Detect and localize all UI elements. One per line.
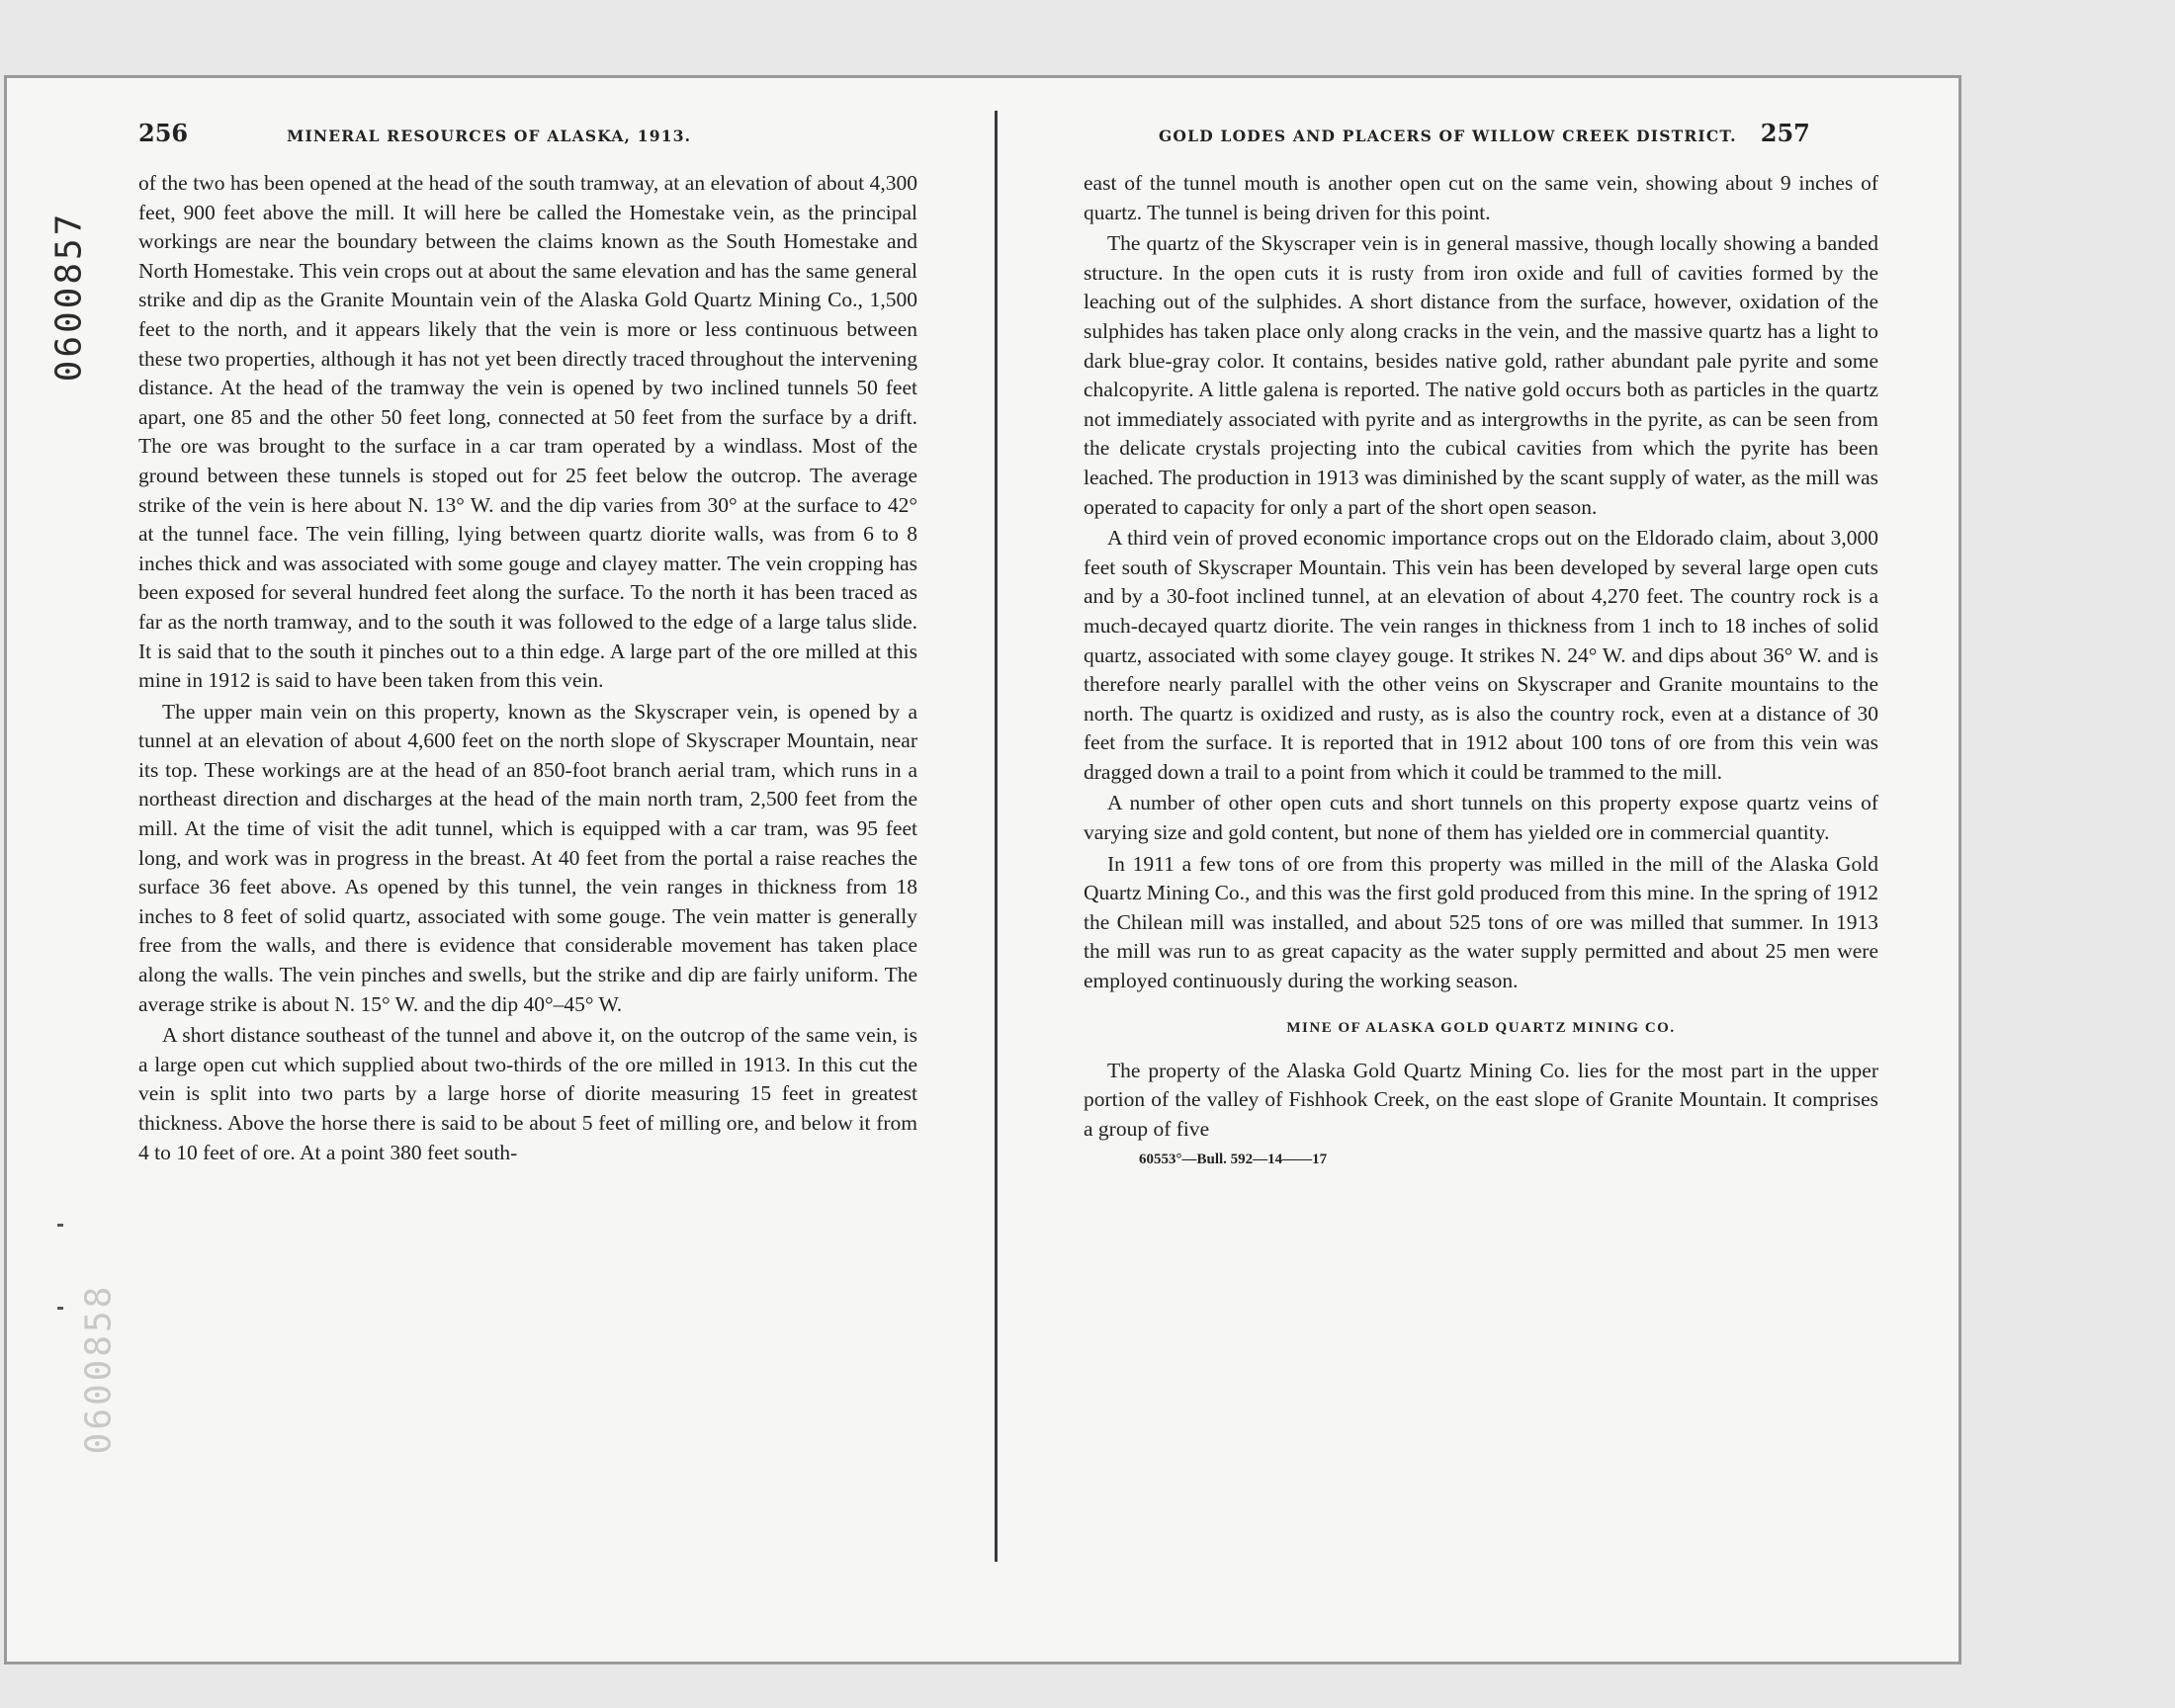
left-running-head xyxy=(138,119,917,147)
section-paragraph-1: The property of the Alaska Gold Quartz Mining Co. lies for the most part in the upper portion of the valley of Fishhook Creek, on the east slope of Granite Mountain. It comprises a group of five xyxy=(1084,1058,1878,1141)
gutter-divider xyxy=(995,111,998,1562)
section-heading: MINE OF ALASKA GOLD QUARTZ MINING CO. xyxy=(1286,1019,1676,1036)
left-page-number: 256 xyxy=(138,119,189,147)
margin-stamp-number: 0600857 xyxy=(48,211,90,383)
signature-line: 60553°—Bull. 592—14——17 xyxy=(1139,1152,1328,1168)
right-paragraph-3: A third vein of proved economic importance crops out on the Eldorado claim, about 3,000 feet south of Skyscraper Mountain. This vein has been developed by several large open cuts and by a 30-foot inclined tunnel, at an elevation of about 4,270 feet. The country rock is a much-decayed quartz diorite. The vein ranges in thickness from 1 inch to 18 inches of solid quartz, associated with some clayey gouge. It strikes N. 24° W. and dips about 36° W. and is therefore nearly parallel with the other veins on Skyscraper and Granite mountains to the north. The quartz is oxidized and rusty, as is also the country rock, even at a distance of 30 feet from the surface. It is reported that in 1912 about 100 tons of ore from this vein was dragged down a trail to a point from which it could be trammed to the mill. xyxy=(1084,526,1878,784)
margin-tick-mark xyxy=(57,1307,63,1310)
left-running-head-title: MINERAL RESOURCES OF ALASKA, 1913. xyxy=(287,127,692,145)
right-running-head xyxy=(1084,119,1878,147)
right-paragraph-2: The quartz of the Skyscraper vein is in general massive, though locally showing a banded structure. In the open cuts it is rusty from iron oxide and full of cavities formed by the leaching out of the sulphides. A short distance from the surface, however, oxidation of the sulphides has taken place only along cracks in the vein, and the massive quartz has a light to dark blue-gray color. It contains, besides native gold, rather abundant pale pyrite and some chalcopyrite. A little galena is reported. The native gold occurs both as particles in the quartz not immediately associated with pyrite and as intergrowths in the pyrite, as can be seen from the delicate crystals projecting into the cubical cavities from which the pyrite has been leached. The production in 1913 was diminished by the scant supply of water, as the mill was operated to capacity for only a part of the short open season. xyxy=(1084,231,1878,519)
right-page xyxy=(1084,119,1878,1168)
left-paragraph-1: of the two has been opened at the head of the south tramway, at an elevation of about 4,300 feet, 900 feet above the mill. It will here be called the Homestake vein, as the principal workings are near the boundary between the claims known as the South Homestake and North Homestake. This vein crops out at about the same elevation and has the same general strike and dip as the Granite Mountain vein of the Alaska Gold Quartz Mining Co., 1,500 feet to the north, and it appears likely that the vein is more or less continuous between these two properties, although it has not yet been directly traced throughout the intervening distance. At the head of the tramway the vein is opened by two inclined tunnels 50 feet apart, one 85 and the other 50 feet long, connected at 50 feet from the surface by a drift. The ore was brought to the surface in a car tram operated by a windlass. Most of the ground between these tunnels is stoped out for 25 feet below the outcrop. The average strike of the vein is here about N. 13° W. and the dip varies from 30° at the surface to 42° at the tunnel face. The vein filling, lying between quartz diorite walls, was from 6 to 8 inches thick and was associated with some gouge and clayey matter. The vein cropping has been exposed for several hundred feet along the surface. To the north it has been traced as far as the north tramway, and to the south it was followed to the edge of a large talus slide. It is said that to the south it pinches out to a thin edge. A large part of the ore milled at this mine in 1912 is said to have been taken from this vein. xyxy=(138,171,917,693)
margin-stamp-faint-number: 0600858 xyxy=(78,1283,120,1455)
left-paragraph-2: The upper main vein on this property, known as the Skyscraper vein, is opened by a tunnel at an elevation of about 4,600 feet on the north slope of Skyscraper Mountain, near its top. These workings are at the head of an 850-foot branch aerial tram, which runs in a northeast direction and discharges at the head of the main north tram, 2,500 feet from the mill. At the time of visit the adit tunnel, which is equipped with a car tram, was 95 feet long, and work was in progress in the breast. At 40 feet from the portal a raise reaches the surface 36 feet above. As opened by this tunnel, the vein ranges in thickness from 18 inches to 8 feet of solid quartz, associated with some gouge. The vein matter is generally free from the walls, and there is evidence that considerable movement has taken place along the walls. The vein pinches and swells, but the strike and dip are fairly uniform. The average strike is about N. 15° W. and the dip 40°–45° W. xyxy=(138,699,917,1016)
margin-stamp xyxy=(49,183,89,410)
left-page xyxy=(138,119,917,1167)
right-paragraph-5: In 1911 a few tons of ore from this property was milled in the mill of the Alaska Gold Quartz Mining Co., and this was the first gold produced from this mine. In the spring of 1912 the Chilean mill was installed, and about 525 tons of ore was milled that summer. In 1913 the mill was run to as great capacity as the water supply permitted and about 25 men were employed continuously during the working season. xyxy=(1084,851,1878,993)
right-running-head-title: GOLD LODES AND PLACERS OF WILLOW CREEK DISTRICT. xyxy=(1159,127,1737,145)
margin-tick-mark xyxy=(57,1224,63,1227)
right-paragraph-4: A number of other open cuts and short tunnels on this property expose quartz veins of varying size and gold content, but none of them has yielded ore in commercial quantity. xyxy=(1084,791,1878,845)
margin-stamp-faint xyxy=(79,1255,119,1483)
left-paragraph-3: A short distance southeast of the tunnel and above it, on the outcrop of the same vein, is a large open cut which supplied about two-thirds of the ore milled in 1913. In this cut the vein is split into two parts by a large horse of diorite measuring 15 feet in greatest thickness. Above the horse there is said to be about 5 feet of milling ore, and below it from 4 to 10 feet of ore. At a point 380 feet south- xyxy=(138,1023,917,1164)
right-paragraph-1: east of the tunnel mouth is another open cut on the same vein, showing about 9 inches of quartz. The tunnel is being driven for this point. xyxy=(1084,171,1878,224)
right-page-number: 257 xyxy=(1760,119,1810,147)
